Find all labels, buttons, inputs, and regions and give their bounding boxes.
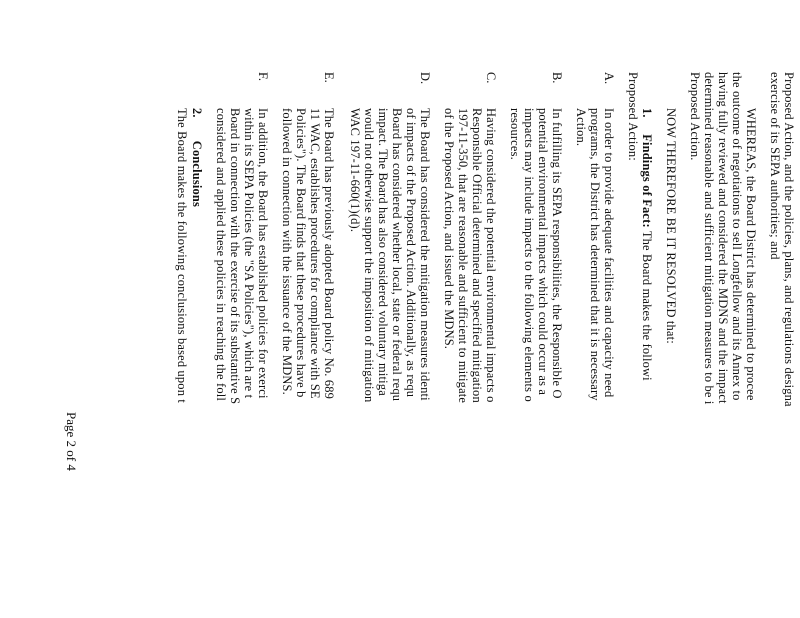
section-2-number: 2. [190, 108, 204, 118]
section-1-title: Findings of Fact: [640, 134, 654, 228]
section-1-intro: The Board makes the followi [640, 230, 654, 381]
finding-line: impact. The Board has also considered voluntary mitiga [376, 108, 390, 396]
whereas-line: determined reasonable and sufficient mitigation measures to be i [702, 72, 716, 405]
finding-line: In addition, the Board has established policies for exerci [256, 108, 270, 399]
finding-line: In order to provide adequate facilities and capacity need [602, 108, 616, 398]
finding-line: Having considered the potential environmental impacts o [484, 108, 498, 403]
finding-line: The Board has previously adopted Board policy No. 689 [322, 108, 336, 400]
whereas-line: having fully reviewed and considered the MDNS and the impact [716, 72, 730, 404]
finding-line: Policies"). The Board finds that these procedures have b [294, 108, 308, 398]
section-2-intro: The Board makes the following conclusions based upon t [175, 108, 189, 404]
whereas-line: Proposed Action. [688, 72, 702, 161]
page-number: Page 2 of 4 [64, 412, 79, 471]
finding-line: considered and applied these policies in reaching the foll [214, 108, 228, 402]
section-1-intro-cont: Proposed Action: [626, 72, 640, 161]
finding-line: In fulfilling its SEPA responsibilities, the Responsible O [550, 108, 564, 399]
finding-line: Board has considered whether local, state or federal requ [390, 108, 404, 402]
section-2-heading [191, 108, 203, 207]
finding-line: Responsible Official determined and specified mitigation [470, 108, 484, 403]
finding-label-b: B. [550, 72, 564, 84]
body-text-line: Proposed Action, and the policies, plans, and regulations designa [782, 72, 796, 407]
whereas-line: WHEREAS, the Board District has determined to procee [744, 108, 758, 401]
finding-label-a: A. [602, 72, 616, 85]
finding-line: Action. [574, 108, 588, 147]
finding-line: WAC 197-11-660(1)(d). [348, 108, 362, 233]
finding-line: 11 WAC, establishes procedures for compliance with SE [308, 108, 322, 399]
finding-line: potential environmental impacts which could occur as a [536, 108, 550, 396]
finding-line: resources. [508, 108, 522, 160]
body-text-line: exercise of its SEPA authorities; and [768, 72, 782, 260]
finding-line: within its SEPA Policies (the "SA Policies"), which are t [242, 108, 256, 399]
section-1-number: 1. [640, 108, 654, 118]
finding-line: followed in connection with the issuance of the MDNS. [280, 108, 294, 395]
finding-line: would not otherwise support the imposition of mitigation [362, 108, 376, 403]
finding-line: The Board has considered the mitigation measures identi [418, 108, 432, 401]
finding-label-f: F. [256, 72, 270, 81]
finding-line: Board in connection with the exercise of its substantive S [228, 108, 242, 405]
resolved-statement: NOW THEREFORE BE IT RESOLVED that: [664, 108, 678, 344]
section-2-title: Conclusions [190, 140, 204, 208]
finding-line: programs, the District has determined that it is necessary [588, 108, 602, 401]
whereas-line: the outcome of negotiations to sell Longfellow and its Annex to [730, 72, 744, 401]
finding-line: impacts may include impacts to the following elements o [522, 108, 536, 402]
finding-line: of impacts of the Proposed Action. Additionally, as requ [404, 108, 418, 398]
finding-label-e: E. [322, 72, 336, 83]
section-1-heading [641, 108, 653, 381]
finding-line: 197-11-350, that are reasonable and sufficient to mitigate [456, 108, 470, 404]
finding-label-d: D. [418, 72, 432, 85]
finding-label-c: C. [484, 72, 498, 84]
finding-line: of the Proposed Action, and issued the MDNS. [442, 108, 456, 350]
